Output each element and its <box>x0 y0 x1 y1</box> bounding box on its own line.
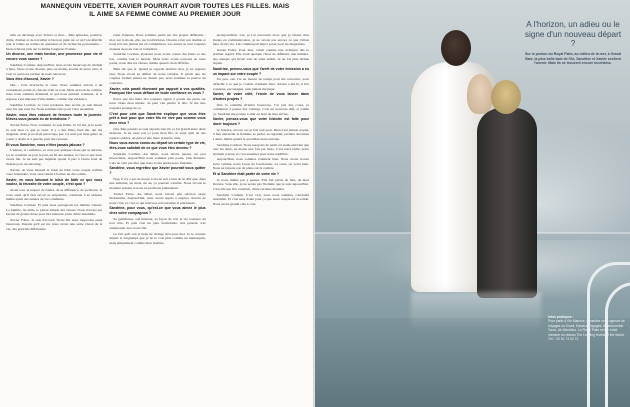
article-paragraph: Xavier Fabre. Non, vraiment. Je suis fidèle. Je l'ai été, je le serai. Je sais bien ce que je veux. Il y a des filles, bien sûr, qui me draguent, mais je ne m'en préoccupe pas. Ce n'est pas mon genre de courir à droite et à gauche pour me rassurer. <box>6 123 103 141</box>
article-paragraph: Xavier Fabre. Au début, nous avions une relation assez fusionnelle. Aujourd'hui, nous avons appris à respirer chacun de notre côté, et c'est ce qui rend nos retrouvailles si précieuses. <box>109 191 206 205</box>
article-paragraph: Xavier, en vous laissant le loisir de bâtir votre couple comme vous l'entendez, vous avez réussi à former un duo solide. <box>6 167 103 177</box>
text-column-3 <box>213 33 309 403</box>
article-paragraph: Sandrine Corman. Aujourd'hui, nous avons beaucoup de chemin à faire. Nous avons chacun, plus ou moins, évolué de notre côté, et c'est ce qui nous permet de nous retrouver. <box>6 62 103 76</box>
article-paragraph: qu'aujourd'hui. Lui, je l'ai rencontré alors que je faisais mes études en communication, je ne savais pas encore ce que j'allais faire de ma vie. Lui commençait déjà à poser pour les magazines. <box>212 33 309 47</box>
interview-question: Un divorce, une main tendue, une promesse pour vie et encore vous sauver ? <box>6 52 103 61</box>
article-paragraph: Sandrine Corman. Je vous pardonne mes écarts, je suis mieux avec lui que sans lui. Nous sommes faits pour vivre ensemble. <box>6 102 103 112</box>
interview-question: Nous vous avons connu au départ un certain type de vie, êtes-vous satisfait de ce que vous êtes devenu ? <box>109 141 206 150</box>
text-column-2 <box>109 33 205 403</box>
interview-question: Sandrine, vous regrettez que Xavier pourrait vous quitter ? <box>109 166 206 175</box>
article-paragraph: Sa gentillesse, son humour, sa façon de voir la vie toujours du bon côté. Et puis c'est un père formidable, très présent, très attentionné avec notre fils. <box>109 216 206 230</box>
article-paragraph: Sandrine Corman. Au début, nous étions jeunes, un peu insouciants. Aujourd'hui nous sommes plus posés, plus matures. Cela ne veut pas dire que nous avons perdu notre fantaisie. <box>109 151 206 165</box>
interview-question: Sandrine, pour vous, qu'est-ce que vous aimez le plus chez votre compagnon ? <box>109 206 206 215</box>
water-reflection <box>411 292 541 332</box>
article-paragraph: Sandrine Corman. Pourtant nous avons connu des hauts et des bas, comme tout le monde. Mais nous avons toujours su nous parler, nous dire les choses, même quand c'était difficile. <box>109 52 206 66</box>
article-paragraph: Parce que ma mère m'a toujours appris à garder les pieds sur terre. Dans mon métier, on peut vite perdre la tête. Je me suis toujours protégé de ça. <box>109 96 206 110</box>
article-paragraph: Je l'espère, en tout cas je fais tout pour. Rien n'est jamais acquis, il faut entretenir la flamme, se parler, se regarder, prendre du temps à deux, même quand le quotidien nous rattrape. <box>212 127 309 141</box>
interview-question: Xavier, pensez-vous que votre histoire est faite pour durer toujours ? <box>212 117 309 126</box>
interview-question: Xavier, de votre côté, l'envie de vous lancer dans d'autres projets ? <box>212 92 309 101</box>
text-column-1 <box>6 33 102 403</box>
photo-caption-body: Sur le ponton du Royal Palm, au milieu de la mer, à Grand Baie, la plus belle baie de l'île, Sandrine et Xavier scellent l'avenir. Mais ils se trouvent encore incertains. <box>524 52 622 66</box>
interview-question: Vous êtes d'accord, Xavier ? <box>6 77 54 82</box>
woman-figure <box>477 108 537 298</box>
article-paragraph: Sandrine Corman. Et puis nous partageons les mêmes valeurs. La famille, les amis, le plaisir simple des choses. Nous n'avons pas besoin de grand-chose pour être heureux, juste d'être ensemble. <box>6 203 103 217</box>
practical-info-label: Infos pratiques : <box>548 315 574 319</box>
interview-question: C'est pour cela que Sandrine explique que vous êtes prêt à tout pour que votre fils ne vive pas comme vous avez vécu ? <box>109 111 206 125</box>
article-paragraph: Un peu, oui. J'ai eu besoin de temps pour me retrouver, pour réfléchir à ce que je voulais vraiment faire. Xavier a été là, il m'a soutenue, encouragée, sans jamais me juger. <box>212 77 309 91</box>
article-paragraph: Le fait qu'il soit si beau ne change rien pour moi. Je le connais depuis si longtemps que je ne le vois plus comme un mannequin, mais simplement comme mon homme. <box>109 231 206 245</box>
article-paragraph: L'amour, la confiance, ce n'est pas quelque chose qui se décrète. Ça se construit au jour le jour, au fil des années, et c'est ce que nous avons fait. Je ne suis pas inquiète quand il part à l'autre bout du monde pour un shooting. <box>6 148 103 166</box>
article-paragraph: Sandrine Corman. Nous essayons de partir en week-end rien que tous les deux, au moins une fois par mois. C'est notre bulle, notre moment à nous, et c'est essentiel pour notre équilibre. <box>212 142 309 156</box>
article-paragraph: Oui. Mes parents se sont séparés très tôt, et j'ai grandi entre deux maisons. Je ne veux pas ça pour mon fils. Je veux qu'il ait des repères stables, un père et une mère présents, unis. <box>109 126 206 140</box>
interview-question: Et vous Sandrine, vous n'êtes jamais jalouse ? <box>6 142 85 147</box>
article-paragraph: Xavier Fabre. Je suis d'accord. Notre fils nous rapproche aussi beaucoup. Depuis qu'il est né, nous avons une autre vision de la vie, des priorités différentes. <box>6 217 103 231</box>
practical-info-box <box>548 315 628 341</box>
practical-info-text: Pour partir à l'île Maurice, consultez votre agence de voyages ou Kuoni, Maurice Voyages, Beachcomber Tours, Air Mauritius. Le Royal Palm est un hôtel membre du réseau The Leading Hotels of the World. Tél. : 02 51 73 62 72. <box>548 319 625 342</box>
pool-ladder-rail <box>605 282 630 407</box>
article-paragraph: Xavier Fabre. Pour moi, c'était comme une évidence dès le premier regard. Elle avait quelque chose de différent, une lumière, une énergie qui m'ont tout de suite séduit. Je ne l'ai plus lâchée depuis. <box>212 47 309 66</box>
photo-page <box>315 0 630 407</box>
interview-question: Xavier, cela paraît étonnant par rapport à vos qualités. Pourquoi être vous défiant de toute confiance en vous ? <box>109 86 206 96</box>
article-paragraph: Oui, la comédie m'attire beaucoup. J'ai pris des cours, je commence à passer des castings. C'est un nouveau défi, et j'aime ça. Sandrine me pousse à aller au bout de mes envies. <box>212 102 309 116</box>
article-paragraph: Non, il n'y a pas de doute. Cela ne sert à rien de se dire que, dans une semaine, un mois, un an, ça pourrait s'arrêter. Nous vivons le moment présent et nous en profitons pleinement. <box>109 176 206 190</box>
article-paragraph: telle en décalage avec Xavier et moi… Mes épisodes, positive, drôle, d'aimer et de travailler si bien en plein air, et où l'on réfléchit tout le temps en termes de questions et de recherche personnelle… Nous n'étions plus sur la même longueur d'ondes. <box>6 33 103 51</box>
man-head <box>441 30 471 66</box>
interview-question: Sandrine, pensez-vous que l'arrêt de votre émission a eu un impact sur votre couple ? <box>212 67 309 76</box>
article-paragraph: Sandrine Corman. C'est vrai, nous nous sommes construits ensemble. Et c'est sans doute pour ça que notre couple est si solide. Nous avons grandi côte à côte. <box>212 192 309 206</box>
child-figure <box>467 74 493 114</box>
article-paragraph: taine d'années. Nous sommes partis sur des projets différents : moi, sur la mode, elle, sur la télévision. Chacun a fait son chemin et nous n'avons jamais été en compétition. Les autres se sont toujours étonnés de nous voir si complices. <box>109 33 206 51</box>
photo-caption-title: A l'horizon, un adieu ou le signe d'un nouveau départ ? <box>524 20 622 49</box>
article-paragraph: Je n'ose même pas y penser. Elle fait partie de moi, de mon histoire. Sans elle, je ne serais pas l'homme que je suis aujourd'hui. C'est elle qui m'a construit, d'une certaine manière. <box>212 177 309 192</box>
interview-question: Xavier, vous êtes entouré de femmes toute la journée. N'avez-vous jamais eu de tentations ? <box>6 112 103 122</box>
article-columns <box>6 33 309 403</box>
article-paragraph: Aujourd'hui, nous sommes vraiment bien. Nous avons trouvé notre rythme, notre façon de fonctionner. Le reste, on verra bien. Nous ne faisons pas de plans sur la comète. <box>212 157 309 171</box>
article-headline: MANNEQUIN VEDETTE, XAVIER POURRAIT AVOIR TOUTES LES FILLES. MAIS IL AIME SA FEMME COMME AU PREMIER JOUR <box>40 3 290 19</box>
article-paragraph: Bien sûr que si. Quand je regarde derrière moi, je ne regrette rien. Nous avons su définir de notre relation. Il paraît que les couples formés jeunes ne durent pas, nous sommes la preuve du contraire. <box>109 67 206 85</box>
woman-head <box>491 80 521 114</box>
interview-question: Et si Sandrine était partie de votre vie ? <box>212 172 280 177</box>
interview-question: Xavier, en vous laissant le loisir de bâtir ce que vous voulez, la réussite de votre couple, c'est quoi ? <box>6 177 103 187</box>
article-paragraph: Oui… Cela m'arrache le cœur. Nous sommes arrivés à un croisement, parait-il, chacun avait sa voie. Mais au bout du compte, nous nous sommes demandé ce qui nous unissait vraiment, et la réponse s'est imposée d'elle-même, comme une évidence. <box>6 83 103 101</box>
article-paragraph: Avant tout, le respect de l'autre, de sa différence, de sa liberté. Je crois aussi qu'il faut savoir se surprendre, continuer à se séduire, même après des années de vie commune. <box>6 188 103 202</box>
